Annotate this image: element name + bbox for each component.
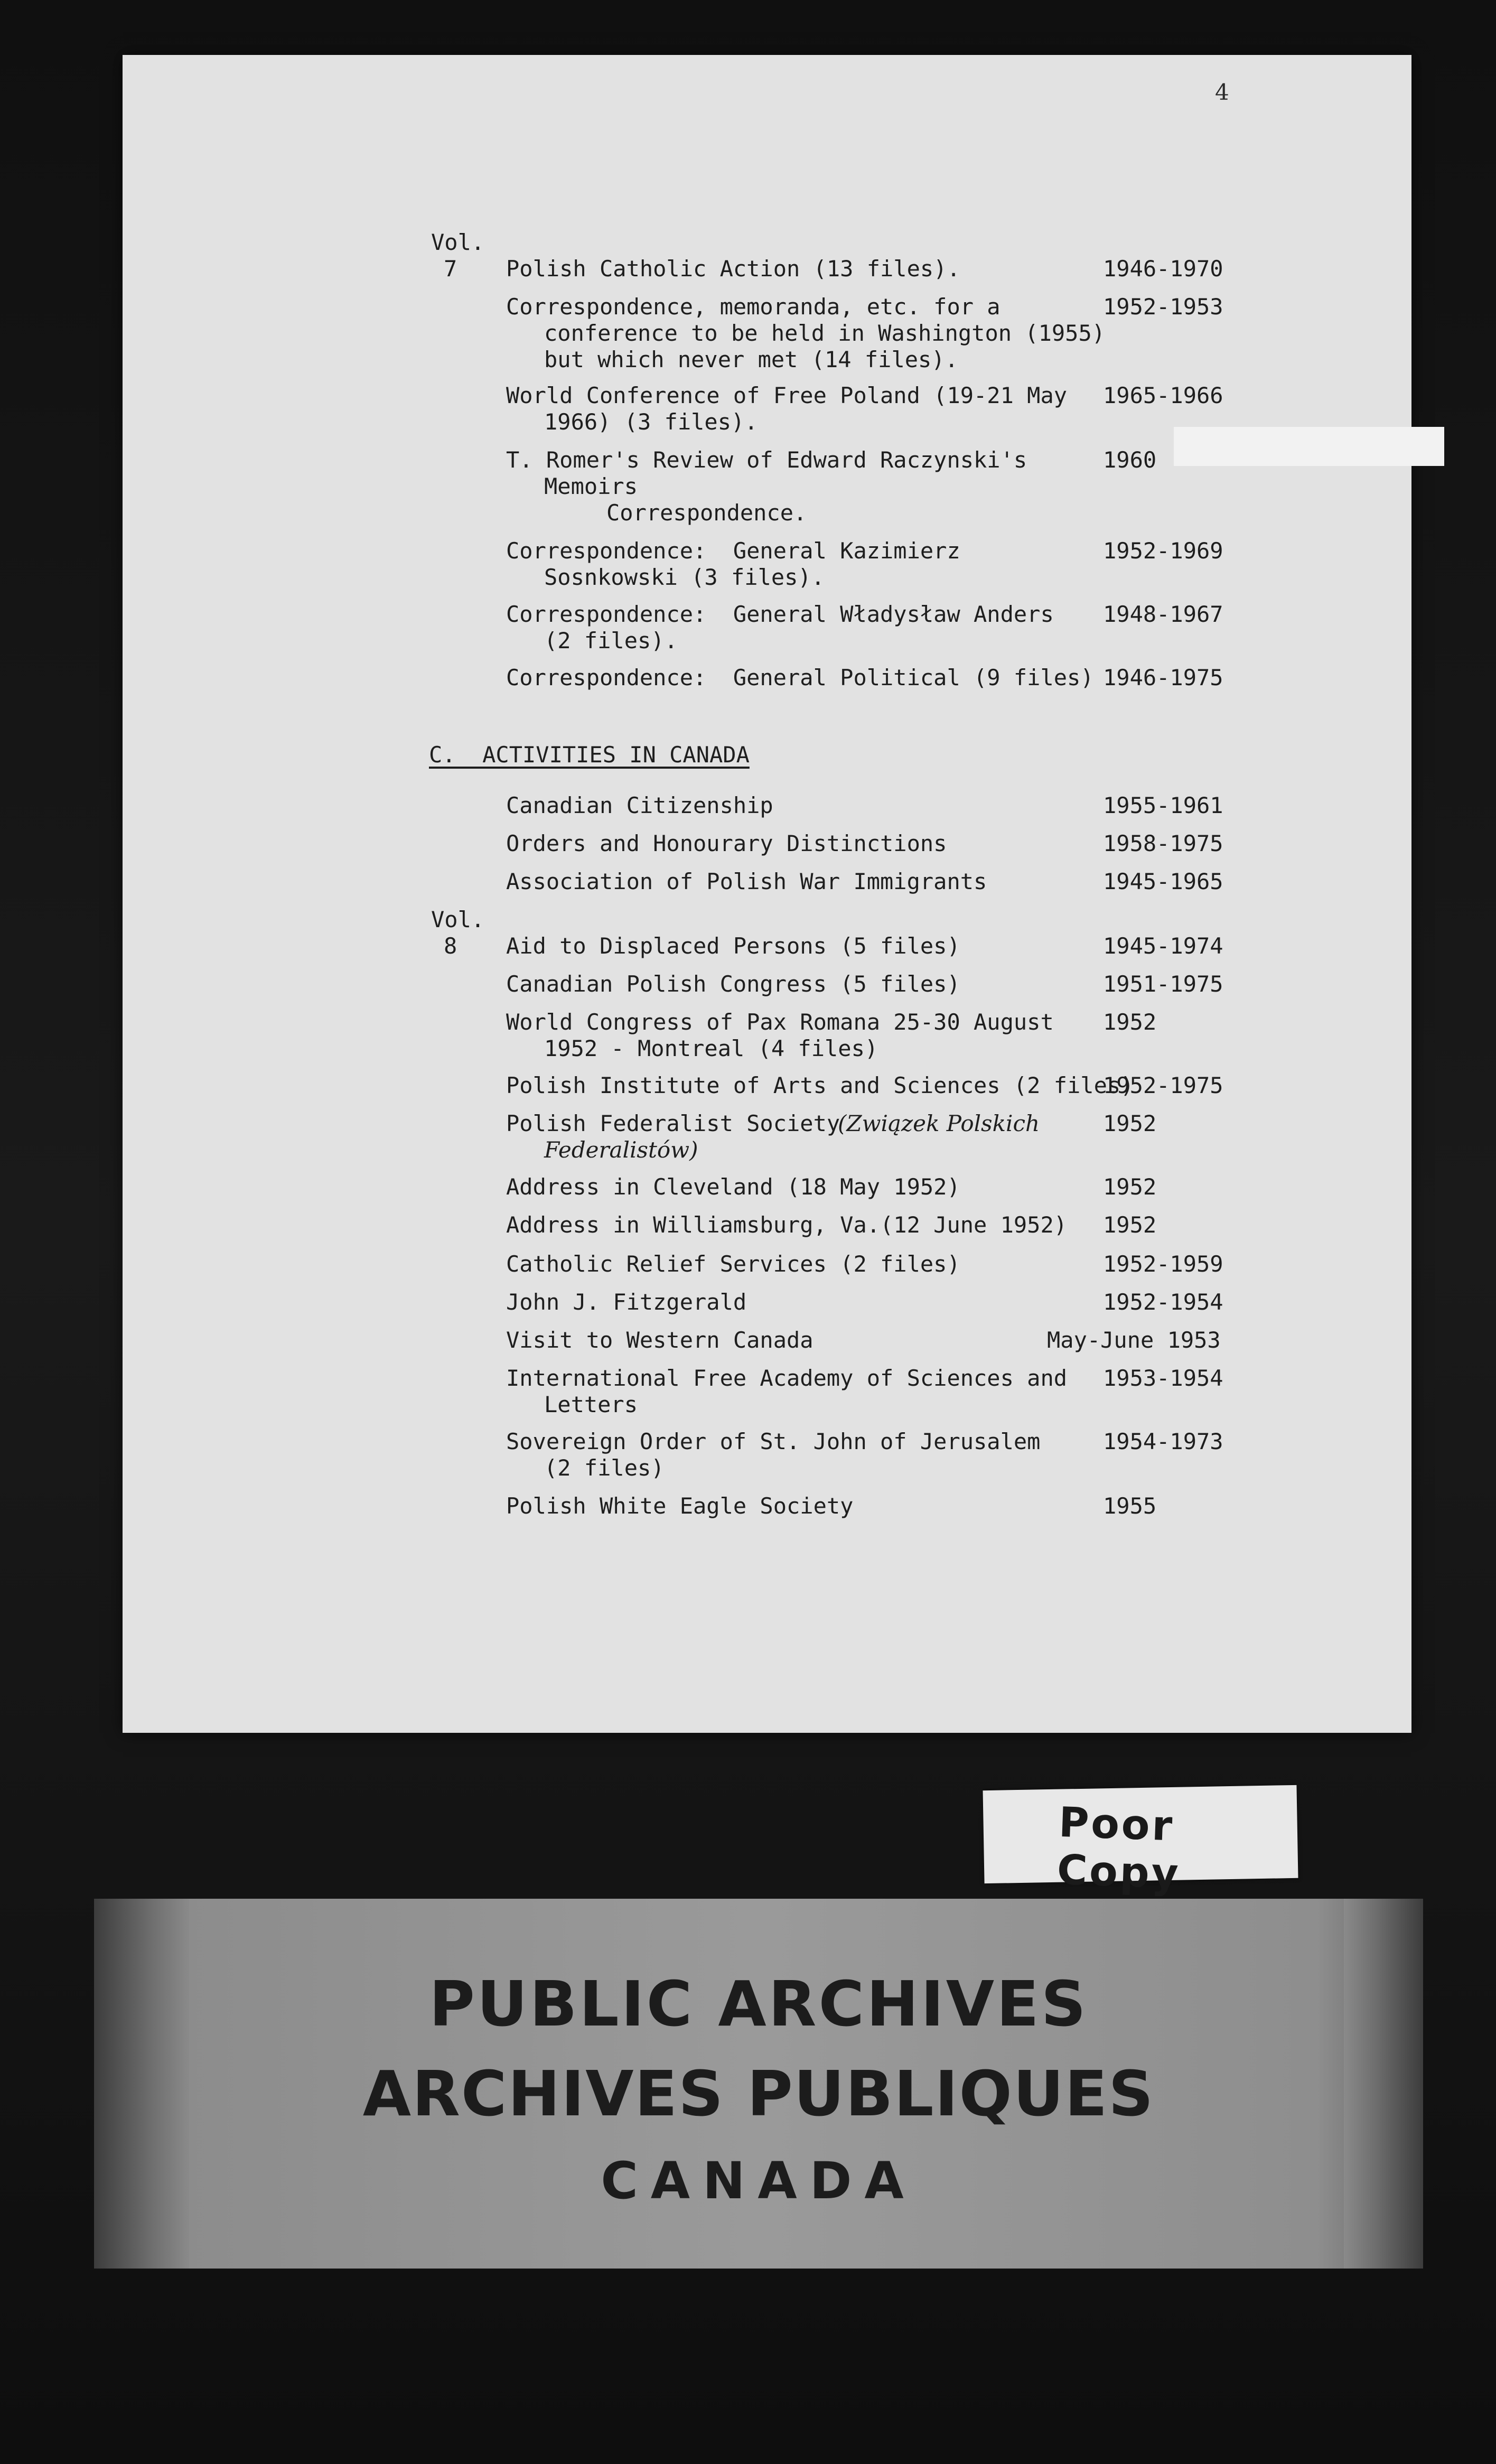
entry-title: Correspondence, memoranda, etc. for a [506,294,1001,320]
entry-dates: 1946-1975 [1103,665,1223,690]
entry-title: Correspondence: General Władysław Anders [506,601,1054,627]
entry-title: Correspondence: General Kazimierz [506,538,960,564]
entry-dates: 1955 [1103,1493,1157,1519]
entry-dates: 1952 [1103,1174,1157,1200]
entry-title: Polish White Eagle Society [506,1493,854,1519]
entry-title: Address in Cleveland (18 May 1952) [506,1174,960,1200]
entry-title: Catholic Relief Services (2 files) [506,1251,960,1277]
entry-title-cont: but which never met (14 files). [544,347,958,372]
entry-dates: 1952-1953 [1103,294,1223,320]
entry-title-cont: (2 files) [544,1455,665,1481]
entry-title: Sovereign Order of St. John of Jerusalem [506,1429,1041,1454]
entry-title-cont: 1952 - Montreal (4 files) [544,1035,878,1061]
entry-title-cont: Memoirs [544,473,638,499]
entry-title-cont: conference to be held in Washington (1955) [544,320,1106,346]
entry-dates: 1965-1966 [1103,382,1223,408]
entry-title: World Congress of Pax Romana 25-30 August [506,1009,1054,1035]
entry-dates: 1952 [1103,1009,1157,1035]
entry-title: World Conference of Free Poland (19-21 May [506,382,1068,408]
vol-number: 8 [444,933,457,959]
entry-title: Address in Williamsburg, Va.(12 June 1952) [506,1212,1068,1238]
stamp-line-country: CANADA [601,2151,917,2210]
entry-title: Association of Polish War Immigrants [506,869,987,894]
entry-title-italic: Federalistów) [544,1137,698,1163]
poor-copy-label [983,1785,1298,1898]
entry-title: Visit to Western Canada [506,1327,814,1353]
section-heading: C. ACTIVITIES IN CANADA [429,742,750,768]
entry-dates: 1945-1974 [1103,933,1223,959]
vol-label: Vol. [431,229,485,255]
entry-dates: 1953-1954 [1103,1365,1223,1391]
entry-title: John J. Fitzgerald [506,1289,747,1315]
entry-dates: 1951-1975 [1103,971,1223,997]
entry-title-cont: Letters [544,1392,638,1417]
light-strip [1174,427,1444,466]
entry-title: Polish Catholic Action (13 files). [506,256,960,282]
entry-dates: May-June 1953 [1047,1327,1221,1353]
entry-title-cont: 1966) (3 files). [544,409,758,435]
stamp-line-english: PUBLIC ARCHIVES [429,1967,1088,2040]
entry-title: Polish Institute of Arts and Sciences (2 files) [506,1072,1134,1098]
entry-title-cont: Sosnkowski (3 files). [544,564,825,590]
entry-title: Canadian Citizenship [506,792,773,818]
entry-dates: 1952-1975 [1103,1072,1223,1098]
entry-title: Orders and Honourary Distinctions [506,830,947,856]
entry-title: Polish Federalist Society [506,1110,840,1136]
vol-number: 7 [444,256,457,282]
entry-title-cont: Correspondence. [606,500,807,526]
entry-dates: 1952-1959 [1103,1251,1223,1277]
poor-copy-text: Poor Copy [1056,1798,1182,1898]
entry-dates: 1955-1961 [1103,792,1223,818]
entry-title: T. Romer's Review of Edward Raczynski's [506,447,1027,473]
vol-label: Vol. [431,907,485,932]
entry-dates: 1960 [1103,447,1157,473]
entry-dates: 1945-1965 [1103,869,1223,894]
entry-title: International Free Academy of Sciences and [506,1365,1068,1391]
entry-dates: 1958-1975 [1103,830,1223,856]
entry-dates: 1948-1967 [1103,601,1223,627]
entry-dates: 1946-1970 [1103,256,1223,282]
archive-stamp [94,1899,1423,2269]
entry-title-italic: (Związek Polskich [838,1110,1040,1136]
page-number: 4 [1215,79,1229,105]
entry-title-cont: (2 files). [544,628,678,654]
entry-dates: 1954-1973 [1103,1429,1223,1454]
entry-title: Correspondence: General Political (9 files) [506,665,1094,690]
entry-dates: 1952 [1103,1212,1157,1238]
entry-dates: 1952-1954 [1103,1289,1223,1315]
stamp-line-french: ARCHIVES PUBLIQUES [362,2057,1155,2130]
entry-title: Canadian Polish Congress (5 files) [506,971,960,997]
entry-dates: 1952 [1103,1110,1157,1136]
entry-title: Aid to Displaced Persons (5 files) [506,933,960,959]
entry-dates: 1952-1969 [1103,538,1223,564]
